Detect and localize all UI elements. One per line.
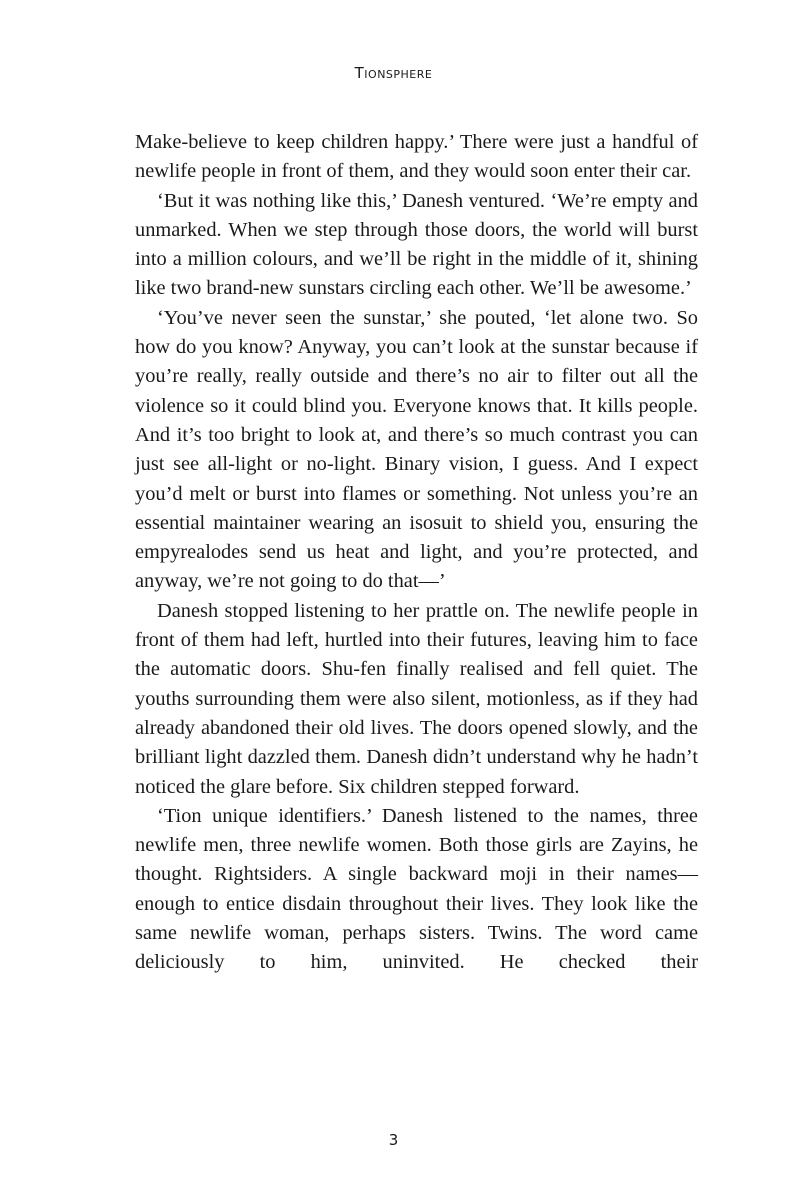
running-head-title: Tionsphere: [354, 64, 433, 82]
paragraph-4: Danesh stopped listening to her prattle on. The newlife people in front of them had left, hurtled into their futures, leaving him to face the automatic doors. Shu-fen finally realised and fell quiet. The youths surrounding them were also silent, motionless, as if they had already abandoned their old lives. The doors opened slowly, and the brilliant light dazzled them. Danesh didn’t understand why he hadn’t noticed the glare before. Six children stepped forward.: [135, 599, 698, 798]
paragraph-5: ‘Tion unique identifiers.’ Danesh listened to the names, three newlife men, three newlife women. Both those girls are Zayins, he thought. Rightsiders. A single backward moji in their names—enough to entice disdain throughout their lives. They look like the same newlife woman, perhaps sisters. Twins. The word came deliciously to him, uninvited. He checked their: [135, 804, 698, 974]
paragraph-1: Make-believe to keep children happy.’ There were just a handful of newlife people in front of them, and they would soon enter their car.: [135, 131, 698, 183]
paragraph-2: ‘But it was nothing like this,’ Danesh ventured. ‘We’re empty and unmarked. When we step through those doors, the world will burst into a million colours, and we’ll be right in the middle of it, shining like two brand-new sunstars circling each other. We’ll be awesome.’: [135, 189, 698, 300]
body-text: [135, 128, 698, 978]
paragraph-3: ‘You’ve never seen the sunstar,’ she pouted, ‘let alone two. So how do you know? Anyway, you can’t look at the sunstar because if you’re really, really outside and there’s no air to filter out all the violence so it could blind you. Everyone knows that. It kills people. And it’s too bright to look at, and there’s so much contrast you can just see all-light or no-light. Binary vision, I guess. And I expect you’d melt or burst into flames or something. Not unless you’re an essential maintainer wearing an isosuit to shield you, ensuring the empyrealodes send us heat and light, and you’re protected, and anyway, we’re not going to do that—’: [135, 306, 698, 593]
page-number: 3: [388, 1131, 399, 1149]
